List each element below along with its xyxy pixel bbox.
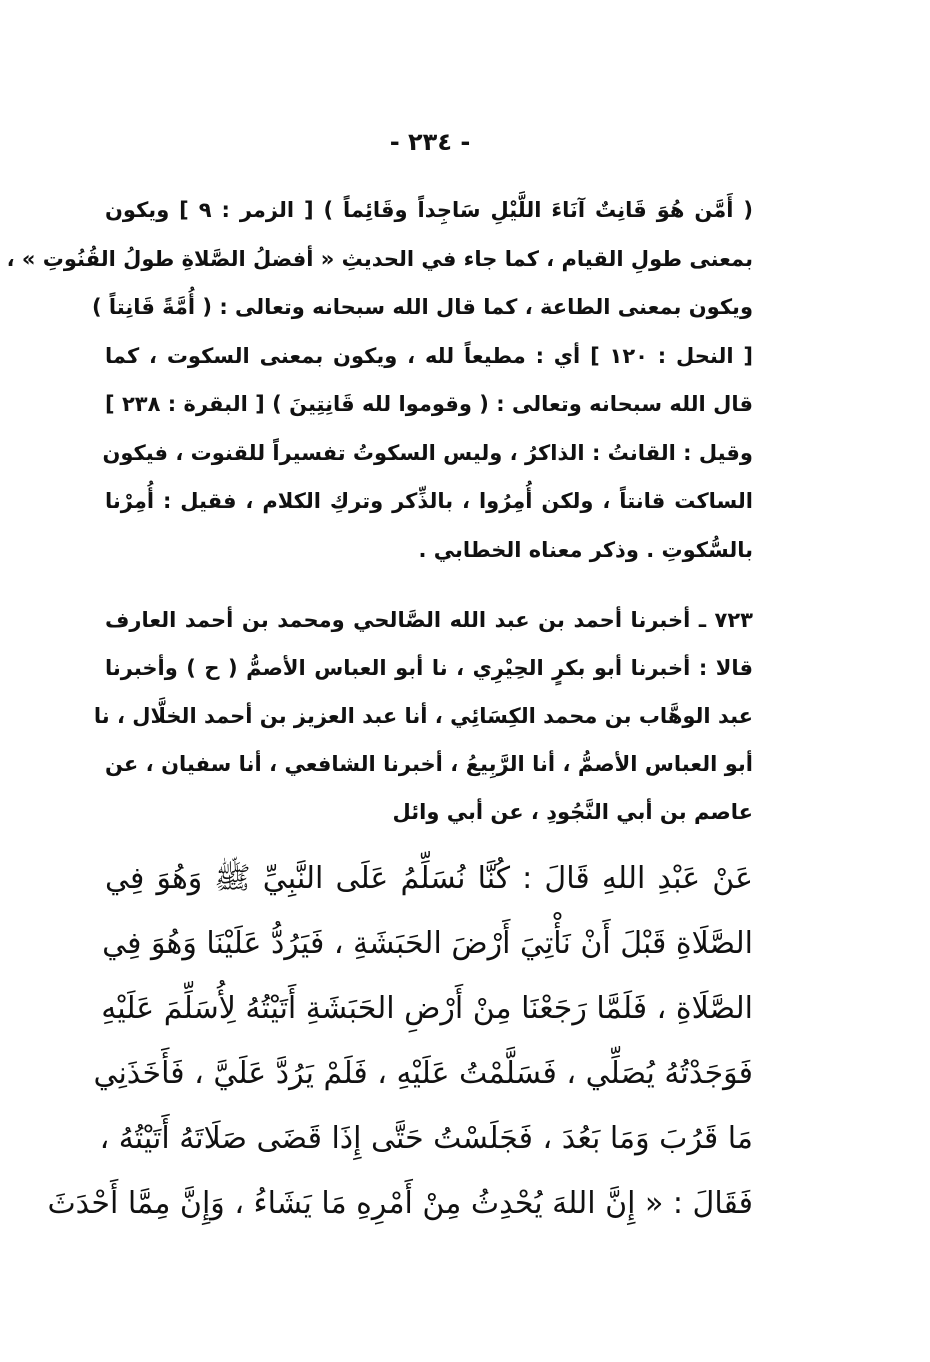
isnad-chain (93, 596, 753, 836)
commentary-line: الساكت قانتاً ، ولكن أُمِرُوا ، بالذِّكر وتركِ الكلام ، فقيل : أُمِرْنا (105, 489, 753, 513)
hadith-line: فَوَجَدْتُهُ يُصَلِّي ، فَسَلَّمْتُ عَلَيْهِ ، فَلَمْ يَرُدَّ عَلَيَّ ، فَأَخَذَنِي (93, 1056, 753, 1091)
chain-line: عاصم بن أبي النَّجُودِ ، عن أبي وائل (392, 800, 753, 824)
commentary-section (6, 186, 753, 574)
commentary-line: وقيل : القانتُ : الذاكرُ ، وليس السكوتُ تفسيراً للقنوت ، فيكون (102, 440, 753, 465)
commentary-line: [ النحل : ١٢٠ ] أي : مطيعاً لله ، ويكون بمعنى السكوت ، كما (105, 343, 753, 368)
commentary-line: بمعنى طولِ القيام ، كما جاء في الحديثِ « أفضلُ الصَّلاةِ طولُ القُنُوتِ » ، (6, 246, 753, 271)
chain-line: عبد الوهَّاب بن محمد الكِسَائِي ، أنا عبد العزيز بن أحمد الخلَّال ، نا (93, 704, 753, 728)
hadith-line: عَنْ عَبْدِ اللهِ قَالَ : كُنَّا نُسَلِّمُ عَلَى النَّبِيِّ ﷺ وَهُوَ فِي (105, 861, 753, 896)
commentary-line: ويكون بمعنى الطاعة ، كما قال الله سبحانه وتعالى : ( أُمَّةً قَانِتاً ) (91, 295, 753, 319)
commentary-line: قال الله سبحانه وتعالى : ( وقوموا لله قَانِتِينَ ) [ البقرة : ٢٣٨ ] (105, 392, 753, 416)
chain-line: ٧٢٣ ـ أخبرنا أحمد بن عبد الله الصَّالحي ومحمد بن أحمد العارف (105, 608, 753, 632)
commentary-line: ( أَمَّن هُوَ قَانِتٌ آنَاءَ اللَّيْلِ سَاجِداً وقَائِماً ) [ الزمر : ٩ ] ويكون (105, 198, 753, 222)
chain-line: أبو العباس الأصمُّ ، أنا الرَّبِيعُ ، أخبرنا الشافعي ، أنا سفيان ، عن (105, 752, 753, 776)
commentary-line: بالسُّكوتِ . وذكر معناه الخطابي . (418, 537, 753, 562)
hadith-text (47, 846, 753, 1236)
page-number: - ٢٣٤ - (389, 128, 471, 156)
hadith-line: مَا قَرُبَ وَمَا بَعُدَ ، فَجَلَسْتُ حَتَّى إِذَا قَضَى صَلَاتَهُ أَتَيْتُهُ ، (99, 1121, 753, 1156)
hadith-line: الصَّلَاةِ ، فَلَمَّا رَجَعْنَا مِنْ أَرْضِ الحَبَشَةِ أَتَيْتُهُ لِأُسَلِّمَ عَلَيْهِ (101, 991, 753, 1026)
chain-line: قالا : أخبرنا أبو بكرٍ الحِيْرِي ، نا أبو العباس الأصمُّ ( ح ) وأخبرنا (105, 656, 753, 680)
hadith-line: الصَّلَاةِ قَبْلَ أَنْ نَأْتِيَ أَرْضَ الحَبَشَةِ ، فَيَرُدُّ عَلَيْنَا وَهُوَ فِي (102, 926, 753, 961)
hadith-line: فَقَالَ : « إِنَّ اللهَ يُحْدِثُ مِنْ أَمْرِهِ مَا يَشَاءُ ، وَإِنَّ مِمَّا أَحْدَثَ (47, 1186, 753, 1221)
